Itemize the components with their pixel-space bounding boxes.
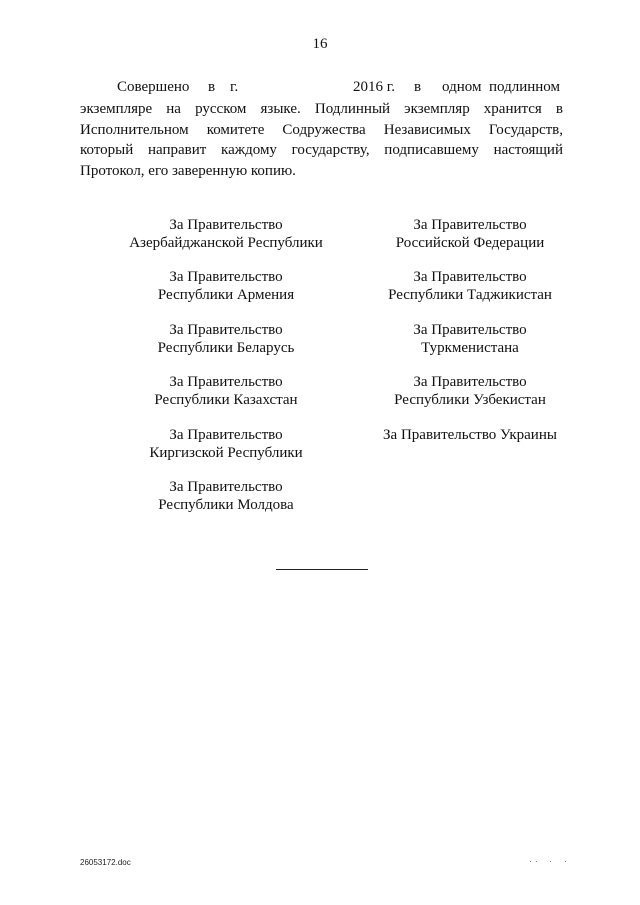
signature-country: Республики Армения xyxy=(157,287,295,303)
signature-title: За Правительство Украины xyxy=(383,427,557,443)
closing-paragraph xyxy=(80,99,563,181)
signature-title: За Правительство xyxy=(413,217,527,233)
signature-block-russia xyxy=(340,216,600,252)
signature-country: Российской Федерации xyxy=(395,235,545,251)
paragraph-word: подлинном xyxy=(489,79,561,95)
signature-block-armenia xyxy=(96,268,356,304)
signature-title: За Правительство xyxy=(169,427,283,443)
signature-title: За Правительство xyxy=(169,217,283,233)
signature-block-azerbaijan xyxy=(96,216,356,252)
signature-country: Республики Молдова xyxy=(158,497,294,513)
signature-country: Республики Узбекистан xyxy=(394,392,546,408)
signature-title: За Правительство xyxy=(169,269,283,285)
page-number: 16 xyxy=(312,36,328,52)
signature-title: За Правительство xyxy=(413,374,527,390)
signature-block-ukraine xyxy=(340,426,600,444)
paragraph-line: экземпляре на русском языке. Подлинный экземпляр хранится в xyxy=(80,101,563,117)
signature-block-belarus xyxy=(96,321,356,357)
end-divider xyxy=(276,569,368,570)
signature-block-tajikistan xyxy=(340,268,600,304)
signature-title: За Правительство xyxy=(169,322,283,338)
paragraph-word: 2016 г. xyxy=(353,79,395,95)
signature-country: Республики Таджикистан xyxy=(388,287,552,303)
signature-country: Киргизской Республики xyxy=(149,445,303,461)
signature-block-uzbekistan xyxy=(340,373,600,409)
scan-marks xyxy=(528,859,568,865)
paragraph-first-line xyxy=(117,79,563,99)
paragraph-word: Совершено xyxy=(117,79,190,95)
paragraph-word: в xyxy=(414,79,422,95)
signature-block-turkmenistan xyxy=(340,321,600,357)
signature-title: За Правительство xyxy=(413,269,527,285)
footer-file-name: 26053172.doc xyxy=(80,858,131,867)
signature-title: За Правительство xyxy=(169,479,283,495)
signature-block-moldova xyxy=(96,478,356,514)
paragraph-line: Исполнительном комитете Содружества Независимых Государств, xyxy=(80,121,563,138)
signature-country: Туркменистана xyxy=(421,340,519,356)
signature-country: Азербайджанской Республики xyxy=(129,235,323,251)
paragraph-line: Протокол, его заверенную копию. xyxy=(80,162,296,179)
signature-block-kyrgyzstan xyxy=(96,426,356,462)
signature-block-kazakhstan xyxy=(96,373,356,409)
paragraph-word: в xyxy=(208,79,216,95)
signature-title: За Правительство xyxy=(413,322,527,338)
paragraph-word: г. xyxy=(230,79,239,95)
paragraph-line: который направит каждому государству, подписавшему настоящий xyxy=(80,142,563,158)
signature-country: Республики Казахстан xyxy=(154,392,298,408)
signature-country: Республики Беларусь xyxy=(157,340,295,356)
signature-title: За Правительство xyxy=(169,374,283,390)
paragraph-word: одном xyxy=(442,79,482,95)
